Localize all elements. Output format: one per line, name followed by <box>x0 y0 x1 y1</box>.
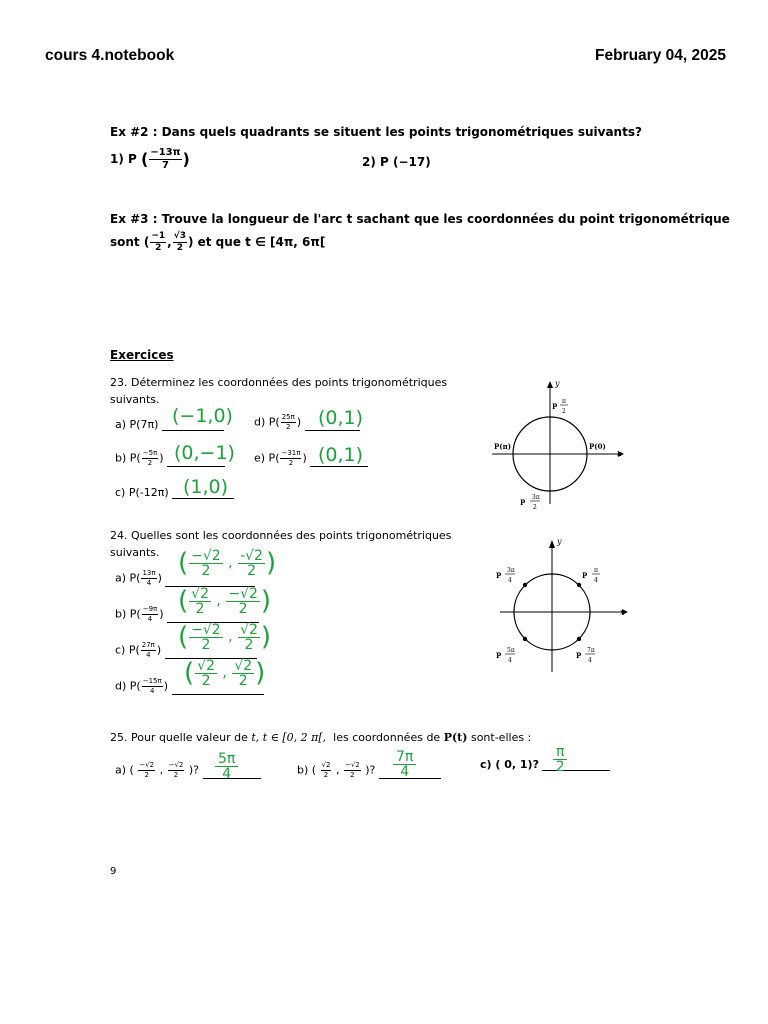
circle2-bl-num: 5π <box>507 647 515 654</box>
q24-c-answer: ( $\frac{-√2}{2}$ , $\frac{√2}{2}$ ) <box>178 621 272 653</box>
circle2-tr-p: P <box>582 571 588 580</box>
circle2-bl-den: 4 <box>508 657 512 664</box>
circle2-tr-num: π <box>594 567 598 574</box>
circle1-y-label: y <box>555 379 560 388</box>
circle1-right-label: P(0) <box>589 442 606 451</box>
q23-text1: 23. Déterminez les coordonnées des points trigonométriques <box>110 376 448 389</box>
circle2-y-label: y <box>557 537 562 546</box>
notebook-date: February 04, 2025 <box>595 47 726 64</box>
circle2-x-label: x <box>620 608 625 617</box>
q24-text2: suivants. <box>110 546 160 559</box>
page-number: 9 <box>110 866 117 877</box>
ex2-item2: 2) P (−17) <box>362 155 431 169</box>
q24-b: b) P( $\frac{-9\pi}{4}$ ) <box>115 606 259 623</box>
q23-e-answer: (0,1) <box>318 444 364 466</box>
circle2-br-p: P <box>576 651 582 660</box>
q24-d: d) P( $\frac{-15\pi}{4}$ ) <box>115 678 264 695</box>
q24-text1: 24. Quelles sont les coordonnées des points trigonométriques <box>110 529 452 542</box>
q23-c: c) P(-12π) <box>115 486 234 499</box>
point-3pi-4 <box>523 583 527 587</box>
q25-c-answer: $\frac{\pi}{2}$ <box>552 745 568 774</box>
q23-e: e) P( $\frac{-31\pi}{2}$ ) <box>254 450 368 467</box>
ex2-item1: 1) P ( $\frac{-13\pi}{7}$ ) <box>110 147 190 171</box>
circle1-top-p: P <box>552 402 558 411</box>
circle1-top-den: 2 <box>562 408 566 415</box>
q25-b: b) ( $\frac{√2}{2}$ , $\frac{-√2}{2}$ )? <box>297 762 441 779</box>
circle2-tl-den: 4 <box>508 577 512 584</box>
circle2-br-den: 4 <box>588 657 592 664</box>
q23-a: a) P(7π) <box>115 418 224 431</box>
circle2-tl-num: 3π <box>507 567 515 574</box>
q25-b-answer: $\frac{7\pi}{4}$ <box>392 750 417 779</box>
circle2-bl-p: P <box>496 651 502 660</box>
circle2-tl-p: P <box>496 571 502 580</box>
circle1-bottom-p: P <box>520 498 526 507</box>
q25-a-answer: $\frac{5\pi}{4}$ <box>214 752 239 781</box>
q23-c-answer: (1,0) <box>183 476 229 498</box>
circle2-br-num: 7π <box>587 647 595 654</box>
circle1-top-num: π <box>562 398 566 405</box>
q25-c: c) ( 0, 1)? <box>480 758 610 771</box>
point-5pi-4 <box>523 637 527 641</box>
ex2-title: Ex #2 : Dans quels quadrants se situent les points trigonométriques suivants? <box>110 125 642 139</box>
point-pi-4 <box>577 583 581 587</box>
point-7pi-4 <box>577 637 581 641</box>
circle1-bottom-den: 2 <box>533 504 537 511</box>
q23-d-answer: (0,1) <box>318 407 364 429</box>
circle1-x-label: x <box>617 449 622 458</box>
circle1-left-label: P(π) <box>494 442 512 451</box>
q24-a: a) P( $\frac{13\pi}{4}$ ) <box>115 570 255 587</box>
q24-a-answer: ( $\frac{-√2}{2}$ , $\frac{-√2}{2}$ ) <box>178 547 277 579</box>
q23-b-answer: (0,−1) <box>174 442 235 464</box>
q23-b: b) P( $\frac{-5\pi}{2}$ ) <box>115 450 225 467</box>
q23-d: d) P( $\frac{25\pi}{2}$ ) <box>254 414 360 431</box>
notebook-title: cours 4.notebook <box>45 47 175 64</box>
q23-text2: suivants. <box>110 393 160 406</box>
q24-c: c) P( $\frac{27\pi}{4}$ ) <box>115 642 257 659</box>
circle1-bottom-num: 3π <box>532 494 540 501</box>
ex3-line2: sont ( $\frac{-1}{2}$ , $\frac{√3}{2}$ ) et que t ∈ [4π, 6π[ <box>110 231 326 253</box>
ex3-line1: Ex #3 : Trouve la longueur de l'arc t sachant que les coordonnées du point trigonométrique <box>110 212 730 226</box>
unit-circle-quarter-pi <box>492 534 632 674</box>
q24-d-answer: ( $\frac{√2}{2}$ , $\frac{√2}{2}$ ) <box>184 657 266 689</box>
q25-a: a) ( $\frac{-√2}{2}$ , $\frac{-√2}{2}$ )? <box>115 762 261 779</box>
exercices-title: Exercices <box>110 348 174 362</box>
q24-b-answer: ( $\frac{√2}{2}$ , $\frac{-√2}{2}$ ) <box>178 585 272 617</box>
unit-circle-quadrantal <box>488 376 628 514</box>
q23-a-answer: (−1,0) <box>172 405 233 427</box>
circle2-tr-den: 4 <box>594 577 598 584</box>
q25-text: 25. Pour quelle valeur de t, t ∈ [0, 2 π[, les coordonnées de P(t) sont-elles : <box>110 731 532 744</box>
